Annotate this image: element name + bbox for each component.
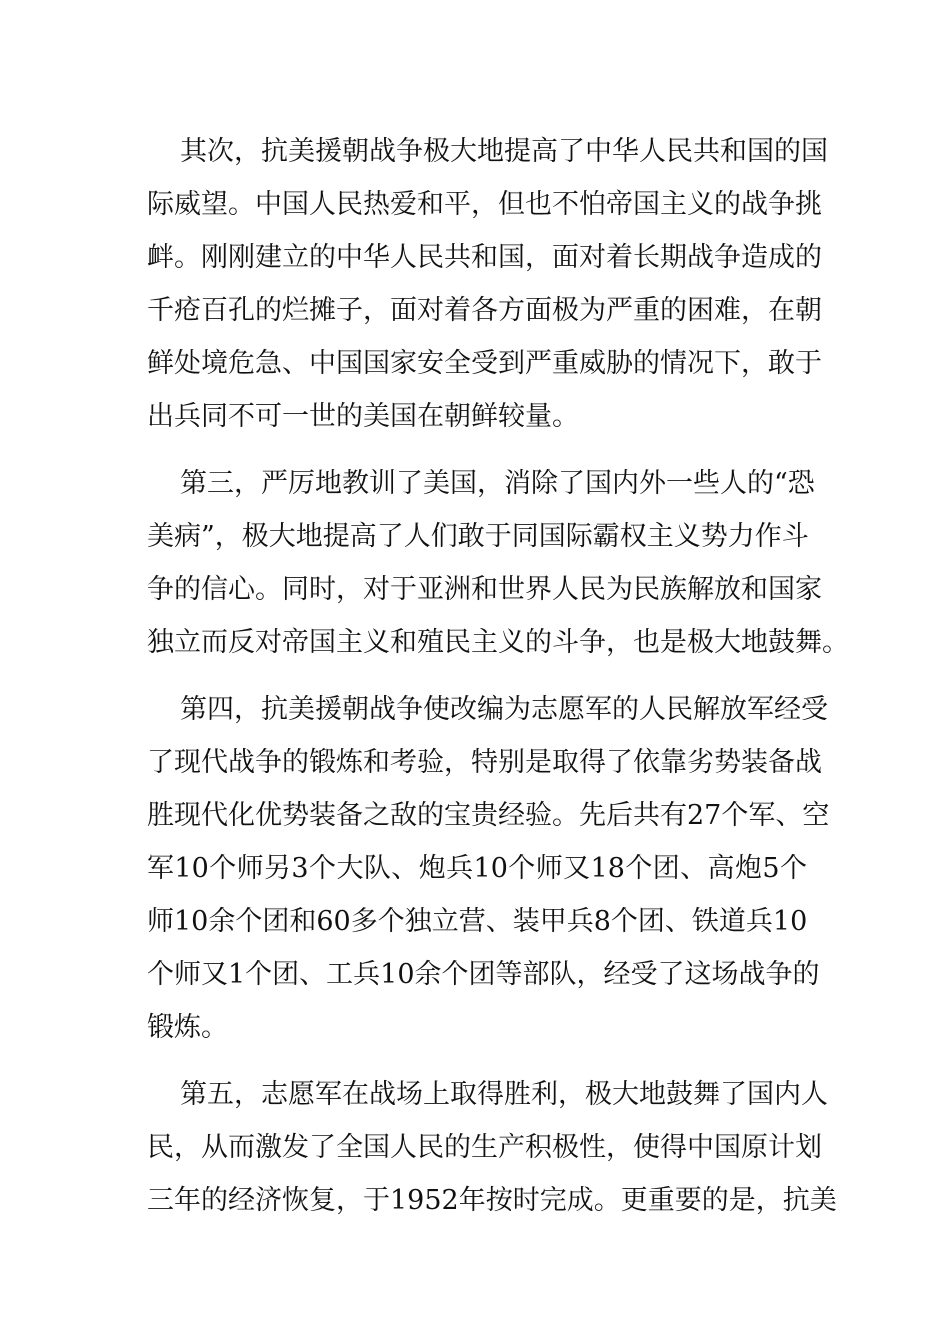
- text-line: 鲜处境危急、中国国家安全受到严重威胁的情况下，敢于: [147, 348, 822, 379]
- text-line: 美病”，极大地提高了人们敢于同国际霸权主义势力作斗: [147, 521, 809, 552]
- paragraph-lesson-to-us: [147, 457, 849, 669]
- text-line: 师10余个团和60多个独立营、装甲兵8个团、铁道兵10: [147, 906, 808, 937]
- text-line: 军10个师另3个大队、炮兵10个师又18个团、高炮5个: [147, 853, 807, 884]
- text-line: 衅。刚刚建立的中华人民共和国，面对着长期战争造成的: [147, 242, 822, 273]
- text-line: 第四，抗美援朝战争使改编为志愿军的人民解放军经受: [180, 694, 828, 725]
- paragraph-international-prestige: [147, 125, 828, 443]
- text-line: 个师又1个团、工兵10余个团等部队，经受了这场战争的: [147, 959, 820, 990]
- text-line: 第三，严厉地教训了美国，消除了国内外一些人的“恐: [180, 468, 815, 499]
- text-line: 独立而反对帝国主义和殖民主义的斗争，也是极大地鼓舞。: [147, 627, 849, 658]
- paragraph-economic-recovery: [147, 1068, 837, 1227]
- text-line: 际威望。中国人民热爱和平，但也不怕帝国主义的战争挑: [147, 189, 822, 220]
- text-line: 民，从而激发了全国人民的生产积极性，使得中国原计划: [147, 1132, 822, 1163]
- text-line: 锻炼。: [147, 1012, 228, 1043]
- text-line: 出兵同不可一世的美国在朝鲜较量。: [147, 401, 579, 432]
- paragraph-military-experience: [147, 683, 830, 1054]
- text-line: 争的信心。同时，对于亚洲和世界人民为民族解放和国家: [147, 574, 822, 605]
- text-line: 千疮百孔的烂摊子，面对着各方面极为严重的困难，在朝: [147, 295, 822, 326]
- text-line: 其次，抗美援朝战争极大地提高了中华人民共和国的国: [180, 136, 828, 167]
- document-body: [147, 125, 849, 1241]
- text-line: 胜现代化优势装备之敌的宝贵经验。先后共有27个军、空: [147, 800, 830, 831]
- text-line: 第五，志愿军在战场上取得胜利，极大地鼓舞了国内人: [180, 1079, 828, 1110]
- text-line: 三年的经济恢复，于1952年按时完成。更重要的是，抗美: [147, 1185, 837, 1216]
- text-line: 了现代战争的锻炼和考验，特别是取得了依靠劣势装备战: [147, 747, 822, 778]
